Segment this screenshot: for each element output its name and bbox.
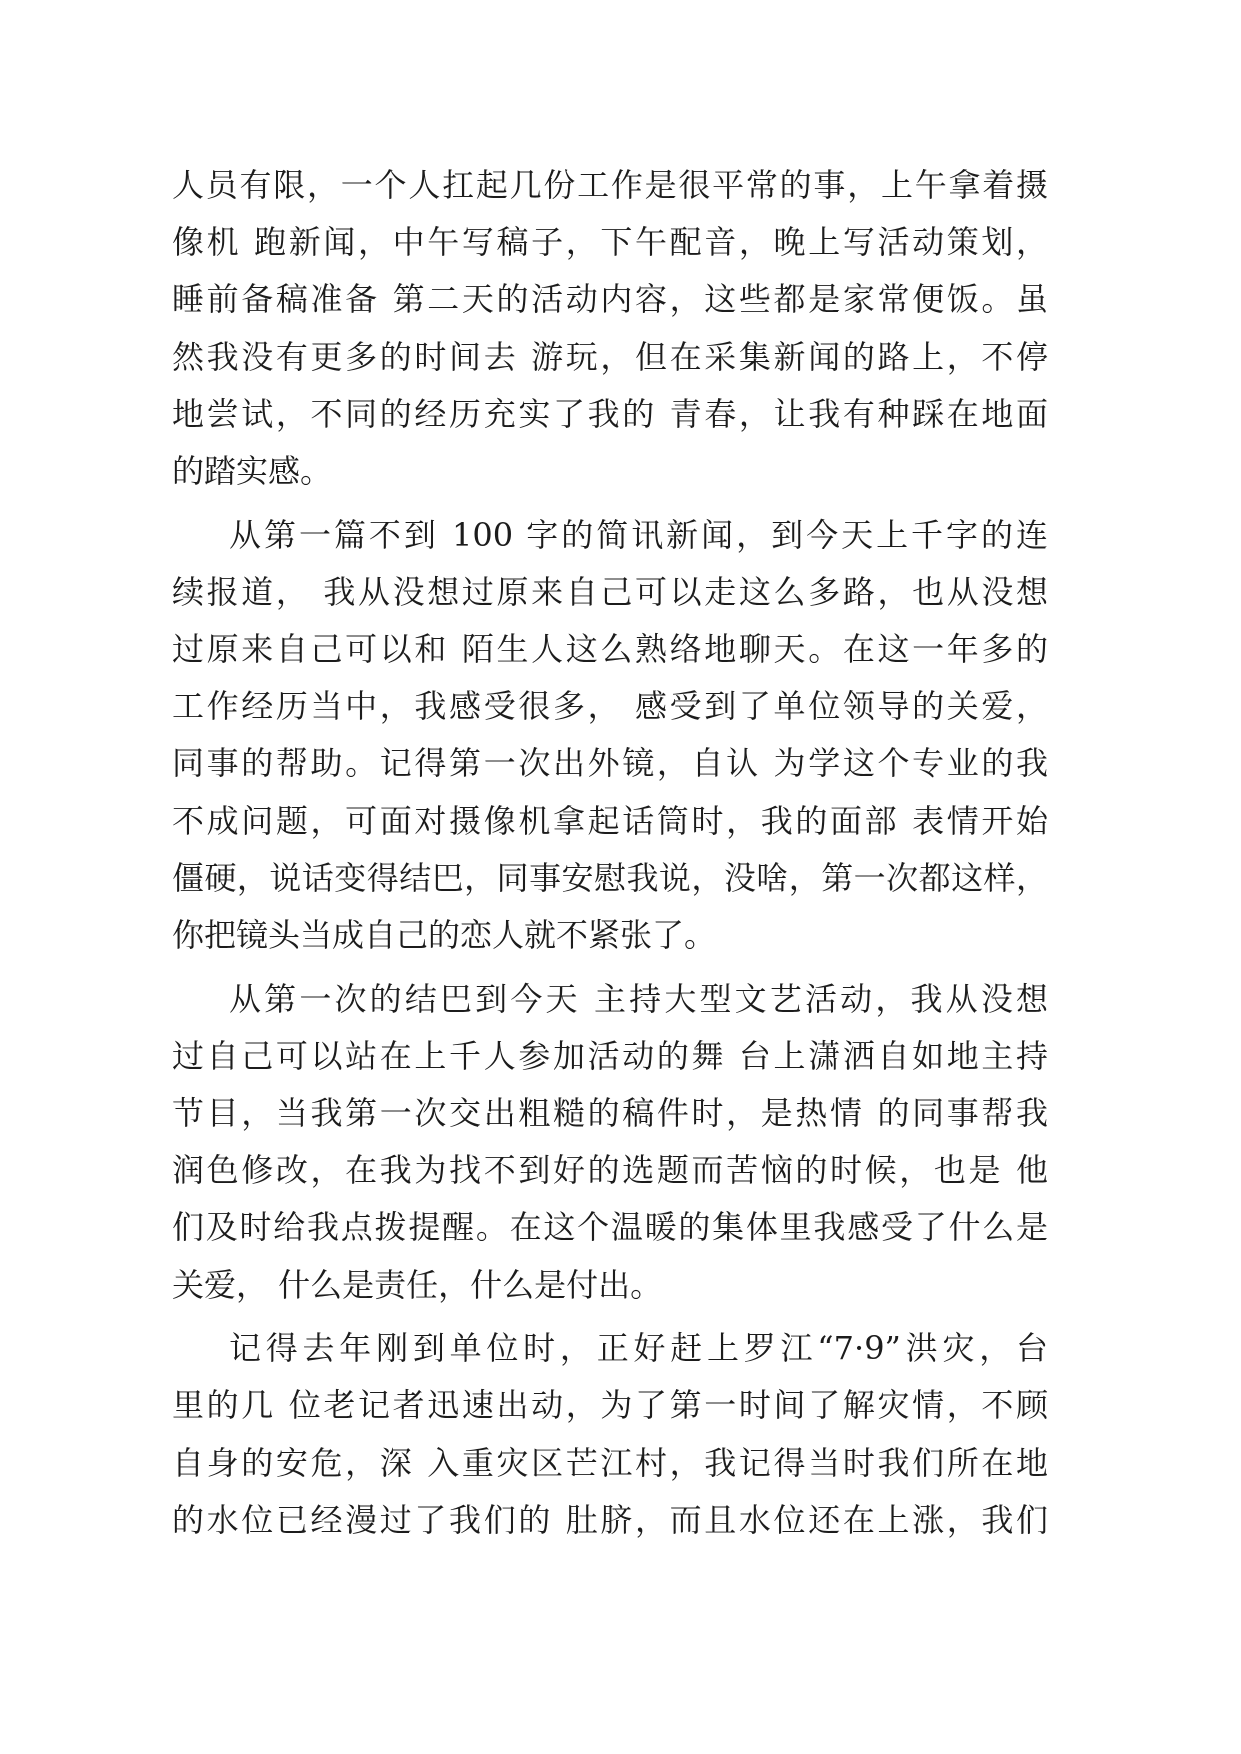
text-line: 过自己可以站在上千人参加活动的舞 台上潇洒自如地主持 <box>172 1036 1048 1075</box>
text-line: 的踏实感。 <box>172 451 333 490</box>
paragraph <box>172 1320 1048 1549</box>
text-line: 自身的安危，深 入重灾区芒江村，我记得当时我们所在地 <box>172 1443 1048 1482</box>
text-line: 人员有限，一个人扛起几份工作是很平常的事，上午拿着摄 <box>172 166 1048 204</box>
text-line: 过原来自己可以和 陌生人这么熟络地聊天。在这一年多的 <box>172 630 1048 668</box>
text-line: 里的几 位老记者迅速出动，为了第一时间了解灾情，不顾 <box>172 1386 1048 1425</box>
text-line: 润色修改，在我为找不到好的选题而苦恼的时候，也是 他 <box>172 1151 1048 1190</box>
text-line: 从第一次的结巴到今天 主持大型文艺活动，我从没想 <box>229 979 1048 1018</box>
paragraph <box>172 971 1048 1314</box>
text-line: 的水位已经漫过了我们的 肚脐，而且水位还在上涨，我们 <box>172 1500 1048 1539</box>
text-line: 睡前备稿准备 第二天的活动内容，这些都是家常便饭。虽 <box>172 280 1048 319</box>
text-line: 不成问题，可面对摄像机拿起话筒时，我的面部 表情开始 <box>172 801 1048 840</box>
text-line: 从第一篇不到 100 字的简讯新闻，到今天上千字的连 <box>229 515 1048 554</box>
text-line: 工作经历当中，我感受很多， 感受到了单位领导的关爱， <box>172 687 1048 726</box>
text-line: 节目，当我第一次交出粗糙的稿件时，是热情 的同事帮我 <box>172 1094 1048 1132</box>
paragraph <box>172 507 1048 965</box>
paragraph <box>172 157 1048 500</box>
text-line: 同事的帮助。记得第一次出外镜，自认 为学这个专业的我 <box>172 744 1048 783</box>
text-line: 僵硬，说话变得结巴，同事安慰我说，没啥，第一次都这样， <box>172 858 1048 897</box>
document-body <box>172 157 1048 1549</box>
text-line: 关爱， 什么是责任，什么是付出。 <box>172 1265 663 1304</box>
text-line: 像机 跑新闻，中午写稿子，下午配音，晚上写活动策划， <box>172 223 1048 262</box>
text-line: 们及时给我点拨提醒。在这个温暖的集体里我感受了什么是 <box>172 1208 1048 1247</box>
text-line: 记得去年刚到单位时，正好赶上罗江“7·9”洪灾，台 <box>229 1329 1048 1368</box>
text-line: 你把镜头当成自己的恋人就不紧张了。 <box>172 915 717 954</box>
text-line: 然我没有更多的时间去 游玩，但在采集新闻的路上，不停 <box>172 337 1048 376</box>
text-line: 地尝试，不同的经历充实了我的 青春，让我有种踩在地面 <box>172 394 1048 433</box>
text-line: 续报道， 我从没想过原来自己可以走这么多路，也从没想 <box>172 572 1048 611</box>
